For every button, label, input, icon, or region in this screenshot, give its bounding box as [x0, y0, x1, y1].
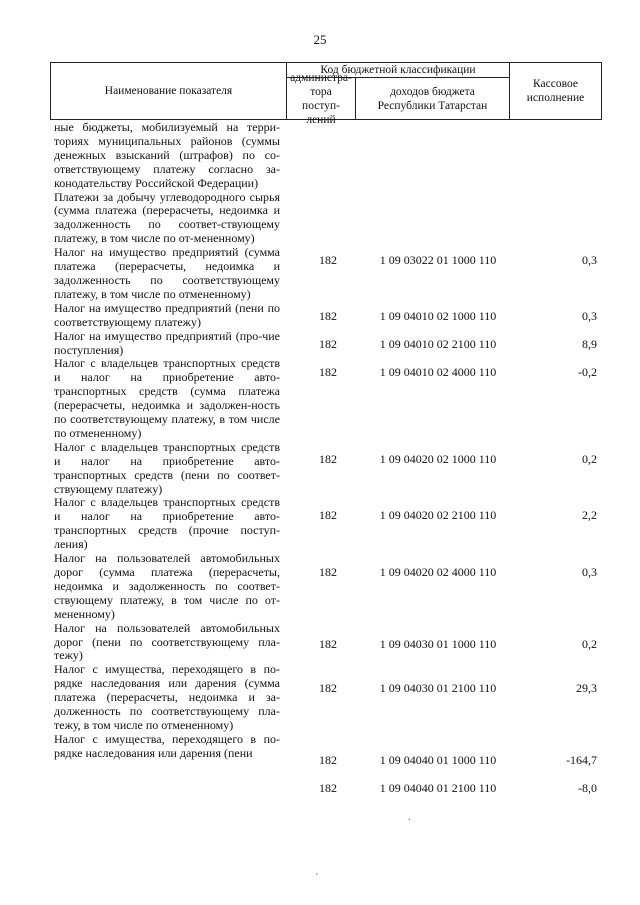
table-row-name: Налог с имущества, переходящего в по-рядке наследования или дарения (пени: [54, 731, 280, 760]
header-admin-label: администра-тора поступ-лений: [290, 71, 352, 126]
table-row-name: Налог на имущество предприятий (про-чие поступления): [54, 328, 280, 357]
table-row-value: 2,2: [582, 508, 597, 522]
header-execution-cell: [509, 62, 602, 120]
table-row-name: Налог на пользователей автомобильных дорог (пени по соответствующему пла-тежу): [54, 620, 280, 663]
table-row-name: Налог на пользователей автомобильных дорог (сумма платежа (перерасчеты, недоимка и задолженность по соответ-ствующему платежу, в том числе по от-мененному): [54, 551, 280, 621]
table-row-admin: 182: [319, 781, 337, 795]
table-row-code: 1 09 04010 02 2100 110: [379, 337, 497, 351]
table-row-code: 1 09 04020 02 1000 110: [379, 452, 497, 466]
table-row-name: Налог на имущество предприятий (пени по соответствующему платежу): [54, 300, 280, 329]
table-row-name: Налог с владельцев транспортных средств и налог на приобретение авто-транспортных средств (пени по соответ-ствующему платежу): [54, 439, 280, 496]
table-row-name: ные бюджеты, мобилизуемый на терри-ториях муниципальных районов (суммы денежных взысканий (штрафов) по со-ответствующему платежу согласно за-конодательству Российской Федерации): [54, 120, 280, 190]
table-row-name: Налог с владельцев транспортных средств и налог на приобретение авто-транспортных средств (сумма платежа (перерасчеты, недоимка и задолжен-ность по соответствующему платежу, в том числе по отмененному): [54, 356, 280, 440]
table-row-admin: 182: [319, 753, 337, 767]
table-row-value: -8,0: [578, 781, 597, 795]
table-row-admin: 182: [319, 365, 337, 379]
table-row-code: 1 09 03022 01 1000 110: [379, 253, 497, 267]
table-row-name: Налог с владельцев транспортных средств и налог на приобретение авто-транспортных средств (прочие поступ-ления): [54, 495, 280, 552]
table-header: [50, 62, 602, 126]
table-row-admin: 182: [319, 565, 337, 579]
scan-mark: .: [408, 812, 411, 823]
table-row-value: 0,2: [582, 637, 597, 651]
table-row-admin: 182: [319, 681, 337, 695]
table-row-name: Платежи за добычу углеводородного сырья (сумма платежа (перерасчеты, недоимка и задолженность по соответ-ствующему платежу, в том числе по от-мененному): [54, 189, 280, 246]
table-row-value: 0,2: [582, 452, 597, 466]
table-row-admin: 182: [319, 337, 337, 351]
table-row-value: 0,3: [582, 309, 597, 323]
table-row-value: 0,3: [582, 565, 597, 579]
indicator-names: [54, 121, 280, 761]
table-row-code: 1 09 04030 01 2100 110: [379, 681, 497, 695]
table-row-code: 1 09 04040 01 2100 110: [379, 781, 497, 795]
table-row-value: -164,7: [566, 753, 597, 767]
table-row-value: -0,2: [578, 365, 597, 379]
table-row-value: 29,3: [576, 681, 597, 695]
header-name-cell: [50, 62, 287, 120]
header-group-label: Код бюджетной классификации: [320, 64, 476, 76]
table-row-value: 0,3: [582, 253, 597, 267]
table-row-admin: 182: [319, 508, 337, 522]
scan-mark: ': [316, 872, 318, 883]
table-row-value: 8,9: [582, 337, 597, 351]
header-income-cell: [355, 77, 510, 120]
table-row-name: Налог на имущество предприятий (сумма платежа (перерасчеты, недоимка и задолженность по соответствующему платежу, в том числе по отмененному): [54, 245, 280, 301]
table-row-admin: 182: [319, 309, 337, 323]
table-row-admin: 182: [319, 637, 337, 651]
table-row-code: 1 09 04030 01 1000 110: [379, 637, 497, 651]
table-row-admin: 182: [319, 253, 337, 267]
header-name-label: Наименование показателя: [104, 85, 233, 97]
table-row-code: 1 09 04040 01 1000 110: [379, 753, 497, 767]
header-execution-label: Кассовое исполнение: [526, 78, 585, 104]
table-row-code: 1 09 04020 02 2100 110: [379, 508, 497, 522]
header-admin-cell: [286, 71, 356, 126]
table-row-admin: 182: [319, 452, 337, 466]
table-row-code: 1 09 04010 02 1000 110: [379, 309, 497, 323]
table-row-code: 1 09 04020 02 4000 110: [379, 565, 497, 579]
header-income-label: доходов бюджета Республики Татарстан: [377, 85, 488, 112]
table-row-code: 1 09 04010 02 4000 110: [379, 365, 497, 379]
page-number: 25: [313, 32, 327, 47]
table-row-name: Налог с имущества, переходящего в по-рядке наследования или дарения (сумма платежа (перерасчеты, недоимка и за-долженность по соответствующему пла-тежу, в том числе по отмененному): [54, 662, 280, 732]
